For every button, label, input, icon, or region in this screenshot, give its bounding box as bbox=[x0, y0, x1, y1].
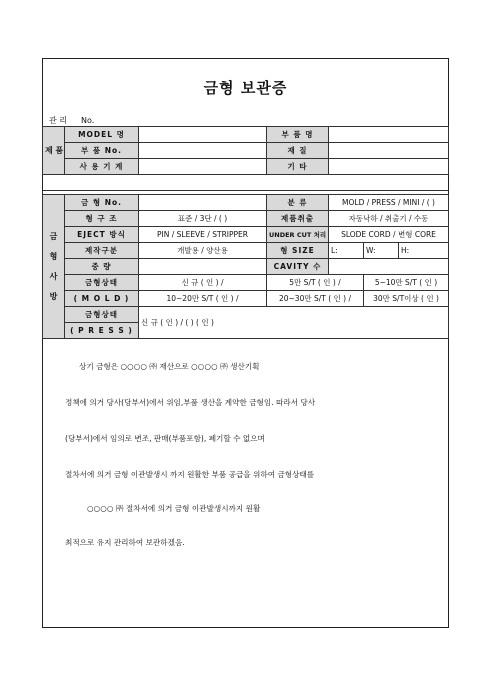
production-type-label: 제작구분 bbox=[65, 243, 139, 259]
table-row bbox=[43, 291, 449, 307]
press-condition-sub-label: ( P R E S S ) bbox=[65, 323, 139, 339]
mold-condition-sub-label: ( M O L D ) bbox=[65, 291, 139, 307]
document-frame bbox=[42, 58, 449, 628]
management-label: 관 리 bbox=[49, 116, 67, 125]
undercut-label: UNDER CUT 처리 bbox=[267, 227, 329, 243]
category-label: 분 류 bbox=[267, 195, 329, 211]
machine-field[interactable] bbox=[139, 159, 267, 175]
machine-label: 사 용 기 계 bbox=[65, 159, 139, 175]
table-row bbox=[43, 227, 449, 243]
size-w[interactable]: W: bbox=[364, 243, 399, 259]
condition-option-50-100k: 5~10만 S/T ( 인 ) bbox=[364, 275, 449, 291]
press-condition-value: 신 규 ( 인 ) / ( ) ( 인 ) bbox=[139, 307, 449, 339]
size-h[interactable]: H: bbox=[399, 243, 449, 259]
weight-label: 중 량 bbox=[65, 259, 139, 275]
mold-side-label: 금 형 사 방 bbox=[43, 195, 65, 339]
table-row bbox=[43, 195, 449, 211]
material-field[interactable] bbox=[329, 143, 449, 159]
statement-line: 절차서에 의거 금형 이관발생시 까지 원활한 부품 공급을 위하여 금형상태를 bbox=[65, 470, 315, 479]
table-row bbox=[43, 127, 449, 143]
table-row bbox=[43, 143, 449, 159]
part-name-field[interactable] bbox=[329, 127, 449, 143]
etc-label: 기 타 bbox=[267, 159, 329, 175]
product-info-table bbox=[42, 126, 449, 191]
ejection-label: 제품취출 bbox=[267, 211, 329, 227]
eject-method-value: PIN / SLEEVE / STRIPPER bbox=[139, 227, 267, 243]
press-condition-label: 금형상태 bbox=[65, 307, 139, 323]
category-value: MOLD / PRESS / MINI / ( ) bbox=[329, 195, 449, 211]
mold-no-field[interactable] bbox=[139, 195, 267, 211]
condition-option-100-200k: 10~20만 S/T ( 인 ) / bbox=[139, 291, 267, 307]
table-row bbox=[43, 159, 449, 175]
ejection-value: 자동낙하 / 취출기 / 수동 bbox=[329, 211, 449, 227]
table-row bbox=[43, 259, 449, 275]
material-label: 재 질 bbox=[267, 143, 329, 159]
condition-option-300k-plus: 30만 S/T이상 ( 인 ) bbox=[364, 291, 449, 307]
mold-structure-label: 형 구 조 bbox=[65, 211, 139, 227]
cavity-field[interactable] bbox=[329, 259, 449, 275]
statement-line: (당부서)에서 임의로 변조, 판매(부품포함), 폐기할 수 없으며 bbox=[65, 434, 265, 443]
production-type-value: 개발용 / 양산용 bbox=[139, 243, 267, 259]
model-label: MODEL 명 bbox=[65, 127, 139, 143]
mold-structure-value: 표준 / 3단 / ( ) bbox=[139, 211, 267, 227]
part-name-label: 부 품 명 bbox=[267, 127, 329, 143]
mold-no-label: 금 형 No. bbox=[65, 195, 139, 211]
condition-option-200-300k: 20~30만 S/T ( 인 ) / bbox=[267, 291, 364, 307]
product-side-label: 제 품 bbox=[43, 127, 65, 175]
table-row bbox=[43, 243, 449, 259]
condition-option-50k: 5만 S/T ( 인 ) / bbox=[267, 275, 364, 291]
table-row bbox=[43, 211, 449, 227]
undercut-value: SLODE CORD / 변형 CORE bbox=[329, 227, 449, 243]
page-title: 금형 보관증 bbox=[203, 79, 288, 97]
table-row bbox=[43, 275, 449, 291]
condition-option-new: 신 규 ( 인 ) / bbox=[139, 275, 267, 291]
weight-field[interactable] bbox=[139, 259, 267, 275]
statement-line: 정책에 의거 당사(당부서)에서 위임,부품 생산을 계약한 금형임. 따라서 당사 bbox=[65, 398, 316, 407]
management-no-label: No. bbox=[81, 116, 95, 125]
statement-line: ○○○○ ㈜ 절차서에 의거 금형 이관발생시까지 원활 bbox=[87, 504, 261, 513]
part-no-field[interactable] bbox=[139, 143, 267, 159]
size-l[interactable]: L: bbox=[329, 243, 364, 259]
part-no-label: 부 품 No. bbox=[65, 143, 139, 159]
table-row bbox=[43, 307, 449, 323]
statement-line: 상기 금형은 ○○○○ ㈜ 재산으로 ○○○○ ㈜ 생산기획 bbox=[79, 362, 260, 371]
mold-condition-label: 금형상태 bbox=[65, 275, 139, 291]
cavity-label: CAVITY 수 bbox=[267, 259, 329, 275]
eject-method-label: EJECT 방식 bbox=[65, 227, 139, 243]
etc-field[interactable] bbox=[329, 159, 449, 175]
mold-size-label: 형 SIZE bbox=[267, 243, 329, 259]
spacer-row bbox=[43, 175, 449, 191]
management-no bbox=[49, 115, 108, 126]
model-field[interactable] bbox=[139, 127, 267, 143]
statement-line: 최적으로 유지 관리하여 보관하겠음. bbox=[65, 538, 185, 547]
mold-info-table bbox=[42, 194, 449, 339]
